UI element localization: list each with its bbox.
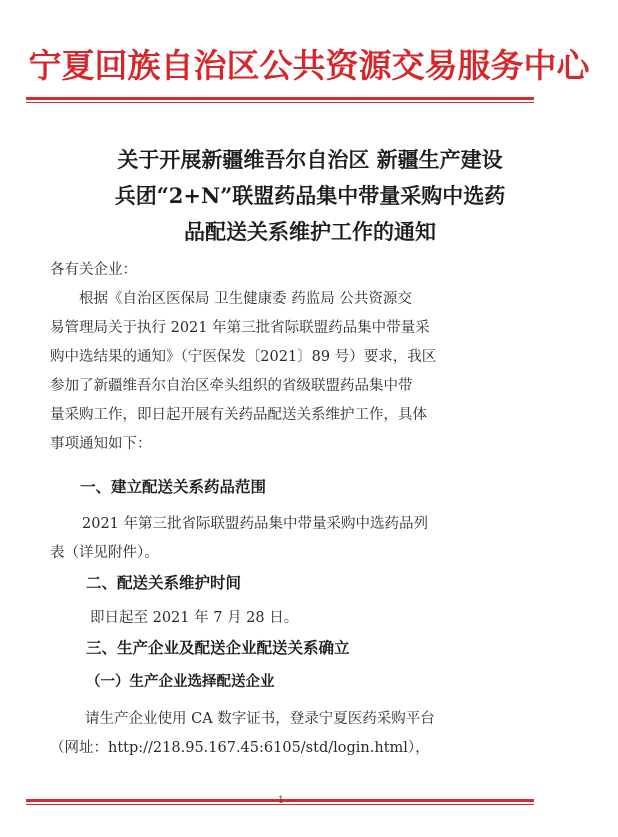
intro-line-6: 事项通知如下： (50, 436, 152, 452)
subsection-1-line-2: （网址：http://218.95.167.45:6105/std/login.html）， (50, 740, 430, 756)
letterhead-red-rule-thin (26, 102, 534, 103)
intro-line-2: 易管理局关于执行 2021 年第三批省际联盟药品集中带量采 (50, 320, 430, 336)
subsection-1-line-1: 请生产企业使用 CA 数字证书，登录宁夏医药采购平台 (85, 711, 435, 727)
section-2-heading: 二、配送关系维护时间 (86, 573, 242, 592)
page-number: - 1 - (271, 795, 291, 806)
letterhead-org-name: 宁夏回族自治区公共资源交易服务中心 (28, 46, 590, 85)
intro-line-3: 购中选结果的通知》（宁医保发〔2021〕89 号）要求，我区 (50, 349, 437, 365)
title-line-2: 兵团“2+N”联盟药品集中带量采购中选药 (114, 183, 506, 208)
subsection-1-heading: （一）生产企业选择配送企业 (86, 673, 275, 690)
intro-line-1: 根据《自治区医保局 卫生健康委 药监局 公共资源交 (79, 291, 412, 307)
title-line-1: 关于开展新疆维吾尔自治区 新疆生产建设 (117, 147, 503, 172)
letterhead-red-rule-thick (26, 97, 534, 100)
title-line-3: 品配送关系维护工作的通知 (184, 219, 436, 244)
section-1-line-2: 表（详见附件）。 (50, 545, 159, 561)
intro-line-4: 参加了新疆维吾尔自治区牵头组织的省级联盟药品集中带 (50, 378, 413, 394)
salutation: 各有关企业： (50, 262, 137, 278)
intro-line-5: 量采购工作，即日起开展有关药品配送关系维护工作，具体 (50, 407, 427, 423)
section-2-text: 即日起至 2021 年 7 月 28 日。 (90, 610, 299, 626)
section-1-line-1: 2021 年第三批省际联盟药品集中带量采购中选药品列 (82, 516, 429, 532)
document-title (40, 142, 580, 250)
section-1-heading: 一、建立配送关系药品范围 (80, 477, 267, 496)
section-3-heading: 三、生产企业及配送企业配送关系确立 (86, 638, 350, 657)
